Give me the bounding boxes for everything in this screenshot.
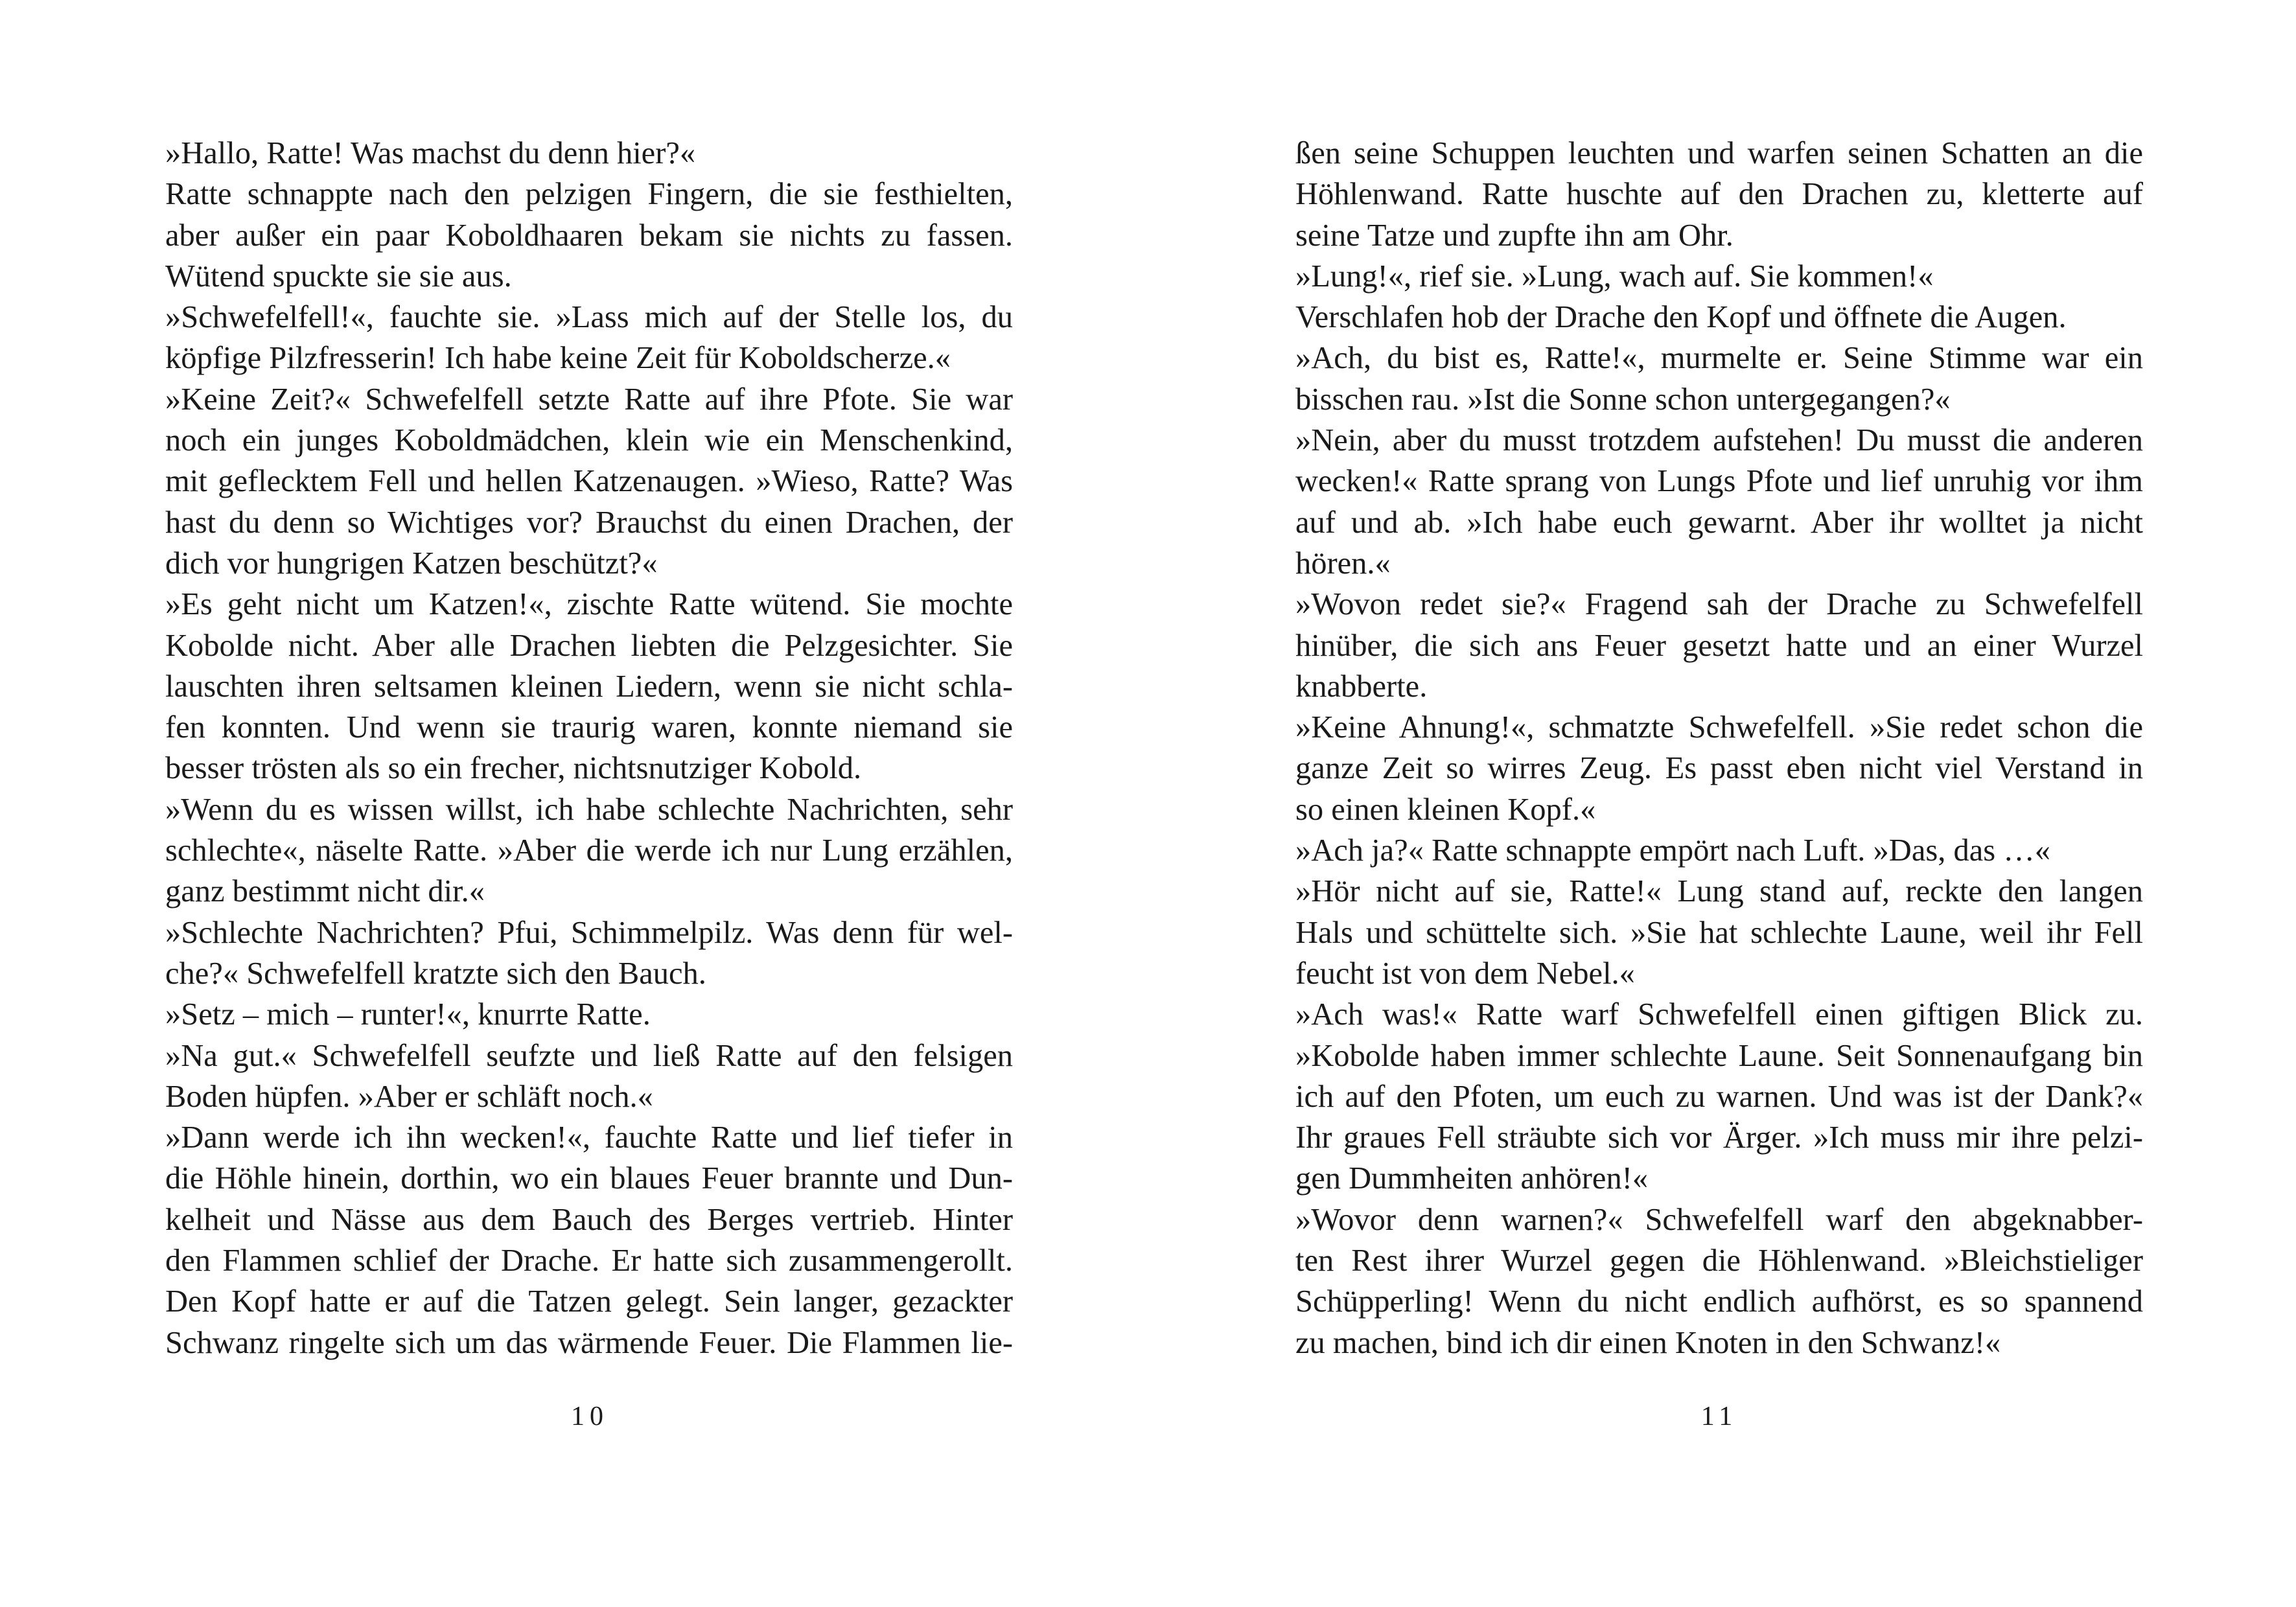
text-line: »Wovor denn warnen?« Schwefelfell warf den abgeknabber-	[1295, 1202, 2143, 1237]
text-line: besser trösten als so ein frecher, nichtsnutziger Kobold.	[165, 751, 862, 786]
left-page-text	[165, 133, 1013, 1363]
text-line: »Hallo, Ratte! Was machst du denn hier?«	[165, 136, 696, 170]
text-line: Wütend spuckte sie sie aus.	[165, 259, 512, 294]
text-line: »Na gut.« Schwefelfell seufzte und ließ Ratte auf den felsigen	[165, 1038, 1013, 1073]
text-line: den Flammen schlief der Drache. Er hatte sich zusammengerollt.	[165, 1243, 1013, 1278]
text-line: »Keine Zeit?« Schwefelfell setzte Ratte auf ihre Pfote. Sie war	[165, 382, 1013, 417]
text-line: »Ach was!« Ratte warf Schwefelfell einen giftigen Blick zu.	[1295, 997, 2143, 1032]
text-line: Ratte schnappte nach den pelzigen Fingern, die sie festhielten,	[165, 177, 1013, 212]
text-line: ten Rest ihrer Wurzel gegen die Höhlenwand. »Bleichstieliger	[1295, 1243, 2143, 1278]
text-line: fen konnten. Und wenn sie traurig waren, konnte niemand sie	[165, 710, 1013, 745]
text-line: che?« Schwefelfell kratzte sich den Bauch.	[165, 956, 706, 991]
text-line: »Dann werde ich ihn wecken!«, fauchte Ratte und lief tiefer in	[165, 1120, 1013, 1155]
text-line: »Ach ja?« Ratte schnappte empört nach Luft. »Das, das …«	[1295, 833, 2050, 868]
right-page-text	[1295, 133, 2143, 1363]
text-line: »Setz – mich – runter!«, knurrte Ratte.	[165, 997, 651, 1032]
text-line: Den Kopf hatte er auf die Tatzen gelegt. Sein langer, gezackter	[165, 1284, 1013, 1319]
left-page-number: 10	[571, 1402, 609, 1431]
text-line: hören.«	[1295, 546, 1391, 581]
text-line: mit geflecktem Fell und hellen Katzenaugen. »Wieso, Ratte? Was	[165, 464, 1013, 499]
text-line: Ihr graues Fell sträubte sich vor Ärger. »Ich muss mir ihre pelzi-	[1295, 1120, 2143, 1155]
text-line: ganz bestimmt nicht dir.«	[165, 874, 485, 909]
text-line: »Lung!«, rief sie. »Lung, wach auf. Sie kommen!«	[1295, 259, 1934, 294]
text-line: »Kobolde haben immer schlechte Laune. Seit Sonnenaufgang bin	[1295, 1038, 2143, 1073]
text-line: »Es geht nicht um Katzen!«, zischte Ratte wütend. Sie mochte	[165, 587, 1013, 622]
text-line: seine Tatze und zupfte ihn am Ohr.	[1295, 218, 1734, 253]
text-line: »Keine Ahnung!«, schmatzte Schwefelfell. »Sie redet schon die	[1295, 710, 2143, 745]
text-line: hinüber, die sich ans Feuer gesetzt hatte und an einer Wurzel	[1295, 628, 2143, 663]
text-line: aber außer ein paar Koboldhaaren bekam sie nichts zu fassen.	[165, 218, 1013, 253]
text-line: noch ein junges Koboldmädchen, klein wie ein Menschenkind,	[165, 423, 1013, 458]
text-line: ßen seine Schuppen leuchten und warfen seinen Schatten an die	[1295, 136, 2143, 170]
text-line: knabberte.	[1295, 669, 1428, 704]
right-page-number: 11	[1700, 1402, 1738, 1431]
text-line: »Schlechte Nachrichten? Pfui, Schimmelpilz. Was denn für wel-	[165, 915, 1013, 950]
text-line: bisschen rau. »Ist die Sonne schon untergegangen?«	[1295, 382, 1951, 417]
text-line: lauschten ihren seltsamen kleinen Liedern, wenn sie nicht schla-	[165, 669, 1013, 704]
text-line: »Hör nicht auf sie, Ratte!« Lung stand auf, reckte den langen	[1295, 874, 2143, 909]
text-line: schlechte«, näselte Ratte. »Aber die werde ich nur Lung erzählen,	[165, 833, 1013, 868]
text-line: die Höhle hinein, dorthin, wo ein blaues Feuer brannte und Dun-	[165, 1161, 1013, 1196]
text-line: Schüpperling! Wenn du nicht endlich aufhörst, es so spannend	[1295, 1284, 2143, 1319]
text-line: Schwanz ringelte sich um das wärmende Feuer. Die Flammen lie-	[165, 1325, 1013, 1360]
text-line: Verschlafen hob der Drache den Kopf und öffnete die Augen.	[1295, 300, 2067, 335]
text-line: dich vor hungrigen Katzen beschützt?«	[165, 546, 658, 581]
text-line: auf und ab. »Ich habe euch gewarnt. Aber ihr wolltet ja nicht	[1295, 505, 2143, 540]
text-line: hast du denn so Wichtiges vor? Brauchst du einen Drachen, der	[165, 505, 1013, 540]
text-line: ich auf den Pfoten, um euch zu warnen. Und was ist der Dank?«	[1295, 1079, 2143, 1114]
text-line: köpfige Pilzfresserin! Ich habe keine Zeit für Koboldscherze.«	[165, 341, 951, 376]
text-line: Kobolde nicht. Aber alle Drachen liebten die Pelzgesichter. Sie	[165, 628, 1013, 663]
text-line: feucht ist von dem Nebel.«	[1295, 956, 1635, 991]
text-line: »Nein, aber du musst trotzdem aufstehen! Du musst die anderen	[1295, 423, 2143, 458]
text-line: Boden hüpfen. »Aber er schläft noch.«	[165, 1079, 653, 1114]
text-line: »Wenn du es wissen willst, ich habe schlechte Nachrichten, sehr	[165, 792, 1013, 827]
right-page	[1148, 0, 2296, 1607]
text-line: Höhlenwand. Ratte huschte auf den Drachen zu, kletterte auf	[1295, 177, 2143, 212]
text-line: »Schwefelfell!«, fauchte sie. »Lass mich auf der Stelle los, du	[165, 300, 1013, 335]
text-line: »Ach, du bist es, Ratte!«, murmelte er. Seine Stimme war ein	[1295, 341, 2143, 376]
text-line: ganze Zeit so wirres Zeug. Es passt eben nicht viel Verstand in	[1295, 751, 2143, 786]
text-line: zu machen, bind ich dir einen Knoten in den Schwanz!«	[1295, 1325, 2001, 1360]
text-line: kelheit und Nässe aus dem Bauch des Berges vertrieb. Hinter	[165, 1202, 1013, 1237]
text-line: so einen kleinen Kopf.«	[1295, 792, 1596, 827]
text-line: Hals und schüttelte sich. »Sie hat schlechte Laune, weil ihr Fell	[1295, 915, 2143, 950]
text-line: gen Dummheiten anhören!«	[1295, 1161, 1649, 1196]
text-line: »Wovon redet sie?« Fragend sah der Drache zu Schwefelfell	[1295, 587, 2143, 622]
text-line: wecken!« Ratte sprang von Lungs Pfote und lief unruhig vor ihm	[1295, 464, 2143, 499]
